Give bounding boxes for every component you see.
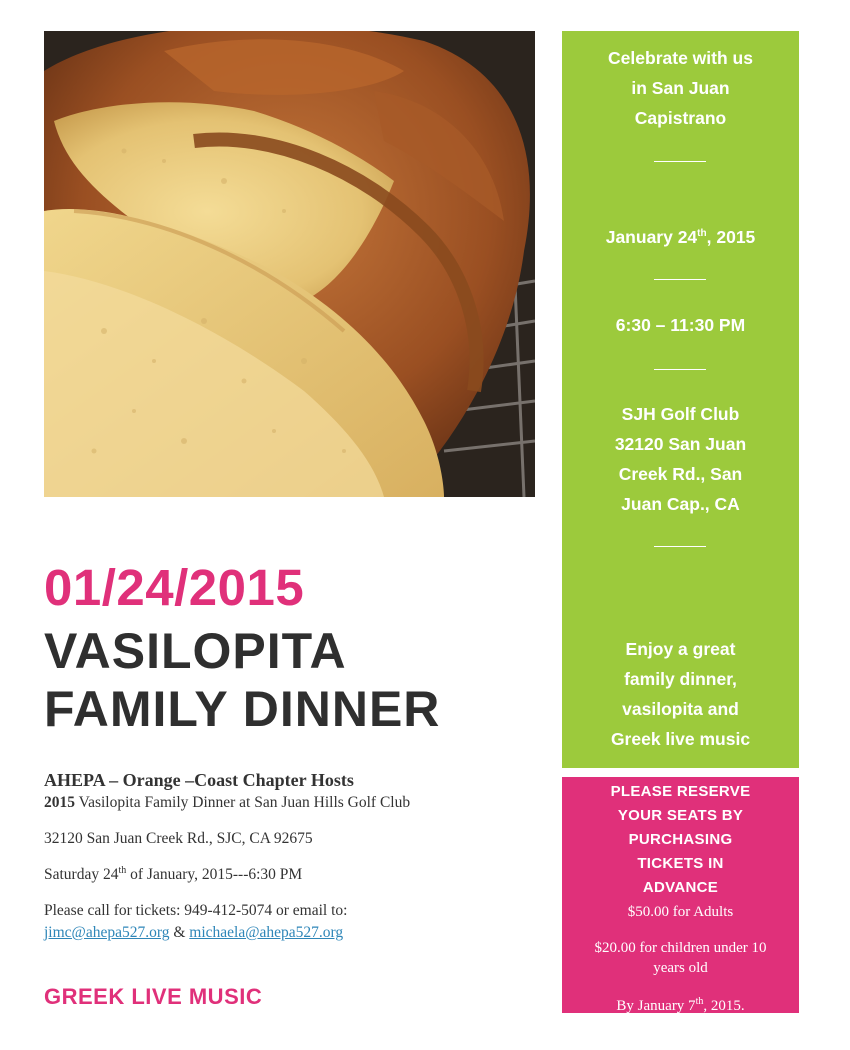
event-info-sidebar (562, 31, 799, 768)
enjoy-line: family dinner, (624, 669, 737, 689)
sidebar-time: 6:30 – 11:30 PM (615, 315, 746, 335)
event-address: 32120 San Juan Creek Rd., SJC, CA 92675 (44, 830, 313, 847)
event-date-headline: 01/24/2015 (44, 559, 305, 616)
event-description-text: Vasilopita Family Dinner at San Juan Hills Golf Club (75, 794, 411, 811)
hosts-heading: AHEPA – Orange –Coast Chapter Hosts (44, 770, 354, 790)
greek-live-music-banner: GREEK LIVE MUSIC (44, 984, 263, 1009)
deadline-post: , 2015. (703, 998, 745, 1014)
venue-line: Juan Cap., CA (621, 494, 740, 514)
email-link-michaela[interactable]: michaela@ahepa527.org (189, 924, 344, 941)
reserve-line: PURCHASING (628, 831, 733, 848)
sidebar-date-pre: January 24 (605, 227, 698, 247)
reserve-line: YOUR SEATS BY (617, 807, 744, 824)
email-line (44, 922, 544, 944)
email-separator: & (169, 924, 190, 941)
enjoy-line: Enjoy a great (625, 639, 736, 659)
venue-line: Creek Rd., San (618, 464, 743, 484)
bread-photo (44, 31, 535, 497)
divider (654, 546, 706, 547)
datetime-pre: Saturday 24 (44, 866, 119, 883)
event-title (44, 622, 554, 738)
divider (654, 161, 706, 162)
child-price: $20.00 for children under 10 years old (594, 940, 767, 976)
reserve-notice (562, 780, 799, 900)
datetime-sup: th (118, 864, 127, 876)
divider (654, 279, 706, 280)
title-line-1: VASILOPITA (44, 623, 347, 679)
deadline-pre: By January 7 (616, 998, 696, 1014)
sidebar-enjoy (562, 634, 799, 754)
event-details (44, 768, 544, 944)
event-year: 2015 (44, 794, 75, 811)
ticket-call-text: Please call for tickets: 949-412-5074 or email to: (44, 902, 348, 919)
sidebar-venue (562, 399, 799, 519)
adult-price: $50.00 for Adults (627, 904, 734, 920)
event-datetime (44, 864, 544, 886)
reserve-line: TICKETS IN (637, 855, 724, 872)
sidebar-date-sup: th (697, 228, 707, 240)
venue-line: SJH Golf Club (621, 404, 740, 424)
sidebar-date-post: , 2015 (706, 227, 756, 247)
venue-line: 32120 San Juan (614, 434, 747, 454)
celebrate-line: in San Juan (631, 78, 730, 98)
celebrate-text (562, 43, 799, 133)
title-line-2: FAMILY DINNER (44, 681, 441, 737)
email-link-jimc[interactable]: jimc@ahepa527.org (44, 924, 170, 941)
divider (654, 369, 706, 370)
ticket-info-box (562, 777, 799, 1013)
deadline-sup: th (695, 996, 704, 1007)
celebrate-line: Celebrate with us (608, 48, 753, 68)
enjoy-line: Greek live music (610, 729, 751, 749)
reserve-line: PLEASE RESERVE (610, 783, 751, 800)
enjoy-line: vasilopita and (622, 699, 739, 719)
reserve-deadline (562, 996, 799, 1016)
datetime-post: of January, 2015---6:30 PM (126, 866, 303, 883)
event-description (44, 792, 544, 814)
sidebar-date (562, 222, 799, 252)
reserve-line: ADVANCE (642, 879, 719, 896)
celebrate-line: Capistrano (634, 108, 727, 128)
